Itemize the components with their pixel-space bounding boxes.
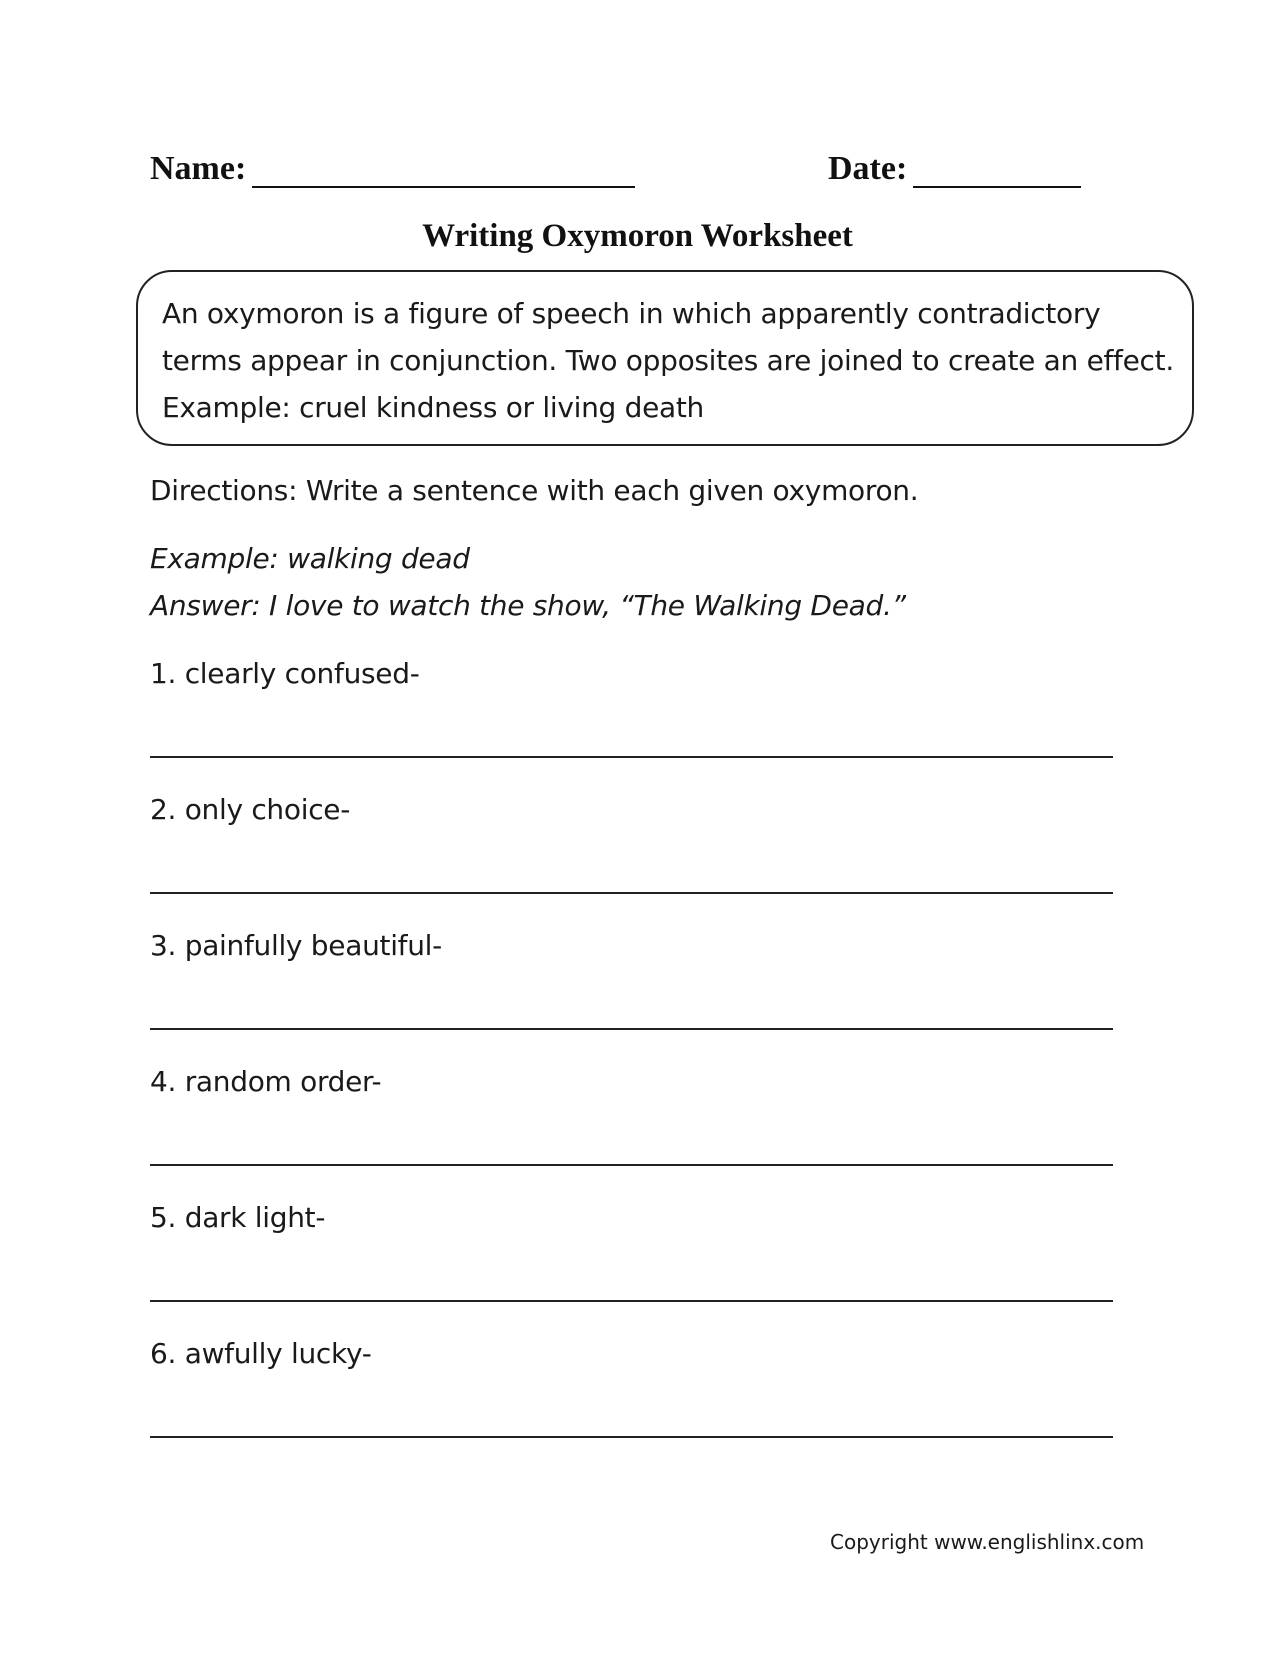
- item-label: 1. clearly confused-: [150, 657, 420, 690]
- page-title: Writing Oxymoron Worksheet: [422, 218, 853, 254]
- answer-line-1[interactable]: [150, 756, 1113, 758]
- copyright-text: Copyright www.englishlinx.com: [830, 1530, 1145, 1554]
- item-label: 6. awfully lucky-: [150, 1337, 372, 1370]
- answer-line-2[interactable]: [150, 892, 1113, 894]
- item-label: 5. dark light-: [150, 1201, 326, 1234]
- answer-line-6[interactable]: [150, 1436, 1113, 1438]
- example-prompt: Example: walking dead: [150, 542, 470, 575]
- definition-line-1: An oxymoron is a figure of speech in which apparently contradictory: [162, 297, 1101, 330]
- name-label: Name:: [150, 150, 247, 187]
- item-label: 2. only choice-: [150, 793, 351, 826]
- definition-line-3: Example: cruel kindness or living death: [162, 391, 704, 424]
- answer-line-5[interactable]: [150, 1300, 1113, 1302]
- directions-text: Directions: Write a sentence with each given oxymoron.: [150, 474, 919, 507]
- item-label: 4. random order-: [150, 1065, 382, 1098]
- definition-box: [136, 270, 1194, 446]
- date-label: Date:: [828, 150, 908, 187]
- example-answer: Answer: I love to watch the show, “The Walking Dead.”: [150, 589, 906, 622]
- answer-line-3[interactable]: [150, 1028, 1113, 1030]
- definition-line-2: terms appear in conjunction. Two opposites are joined to create an effect.: [162, 344, 1174, 377]
- answer-line-4[interactable]: [150, 1164, 1113, 1166]
- date-blank[interactable]: [913, 186, 1081, 188]
- item-label: 3. painfully beautiful-: [150, 929, 442, 962]
- name-blank[interactable]: [252, 186, 635, 188]
